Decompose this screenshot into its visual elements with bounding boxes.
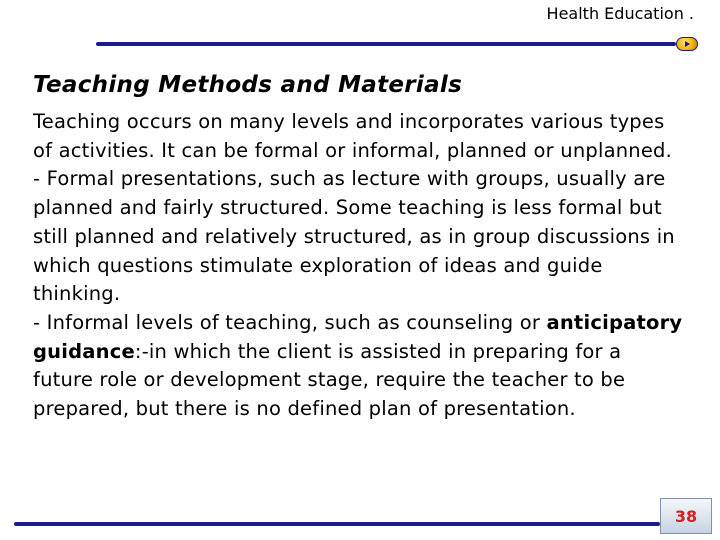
slide-title: Teaching Methods and Materials bbox=[33, 72, 463, 98]
slide-body bbox=[33, 108, 683, 424]
header-title: Health Education . bbox=[546, 4, 694, 23]
body-paragraph-1: Teaching occurs on many levels and incorporates various types of activities. It can be formal or informal, planned or unplanned. bbox=[33, 110, 673, 162]
body-paragraph-3 bbox=[33, 309, 683, 424]
paragraph-3-rest: :-in which the client is assisted in preparing for a future role or development stage, require the teacher to be prepared, but there is no defined plan of presentation. bbox=[33, 339, 626, 421]
page-number-box bbox=[660, 498, 712, 534]
page-number: 38 bbox=[674, 506, 698, 526]
top-divider bbox=[96, 42, 676, 46]
anticipatory-guidance-term: anticipatory guidance bbox=[33, 310, 683, 363]
nav-arrow-icon bbox=[676, 37, 698, 51]
bottom-divider bbox=[14, 522, 660, 526]
paragraph-3-intro: - Informal levels of teaching, such as counseling or bbox=[33, 310, 541, 334]
body-paragraph-2: - Formal presentations, such as lecture with groups, usually are planned and fairly structured. Some teaching is less formal but still planned and relatively structured, as in group discussions in which questions stimulate exploration of ideas and guide thinking. bbox=[33, 167, 675, 306]
